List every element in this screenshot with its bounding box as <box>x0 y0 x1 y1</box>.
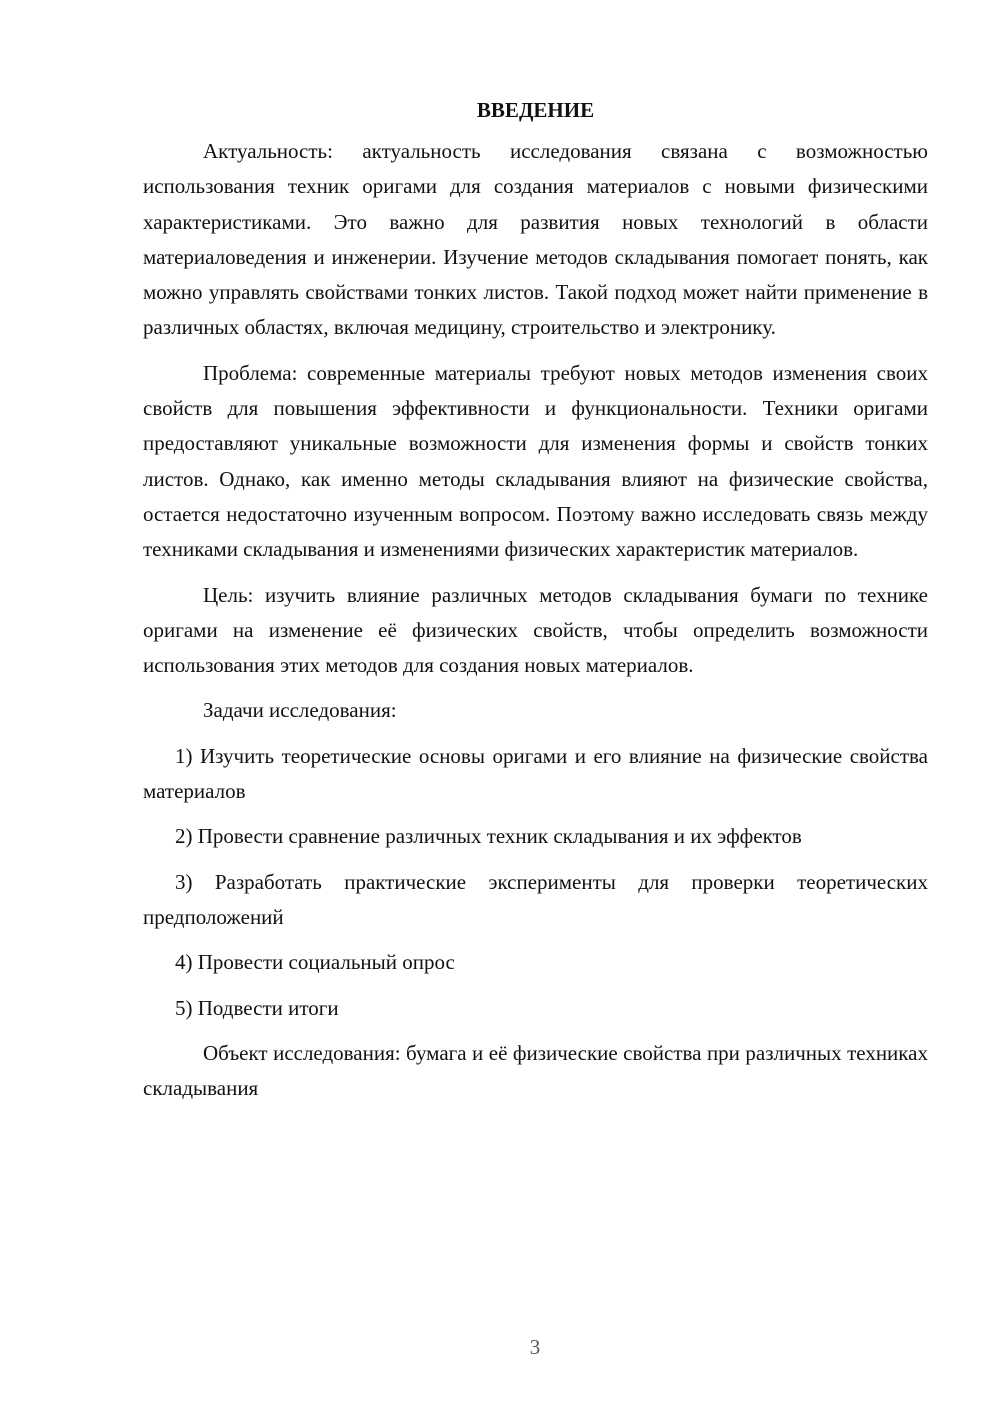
goal-paragraph: Цель: изучить влияние различных методов складывания бумаги по технике оригами на изменение её физических свойств, чтобы определить возможности использования этих методов для создания новых материалов. <box>143 582 928 678</box>
problem-paragraph: Проблема: современные материалы требуют новых методов изменения своих свойств для повышения эффективности и функциональности. Техники оригами предоставляют уникальные возможности для изменения формы и свойств тонких листов. Однако, как именно методы складывания влияют на физические свойства, остается недостаточно изученным вопросом. Поэтому важно исследовать связь между техниками складывания и изменениями физических характеристик материалов. <box>143 360 928 562</box>
task-item: 1) Изучить теоретические основы оригами и его влияние на физические свойства материалов <box>143 743 928 804</box>
relevance-paragraph: Актуальность: актуальность исследования связана с возможностью использования техник оригами для создания материалов с новыми физическими характеристиками. Это важно для развития новых технологий в области материаловедения и инженерии. Изучение методов складывания помогает понять, как можно управлять свойствами тонких листов. Такой подход может найти применение в различных областях, включая медицину, строительство и электронику. <box>143 139 928 340</box>
page-number: 3 <box>529 1335 541 1359</box>
task-item: 4) Провести социальный опрос <box>175 950 455 975</box>
tasks-list <box>143 739 928 1026</box>
research-object-paragraph: Объект исследования: бумага и её физические свойства при различных техниках складывания <box>143 1040 928 1101</box>
task-item: 2) Провести сравнение различных техник складывания и их эффектов <box>175 824 802 849</box>
document-body <box>143 95 928 1116</box>
tasks-heading: Задачи исследования: <box>203 698 397 723</box>
section-title: ВВЕДЕНИЕ <box>476 98 595 122</box>
task-item: 3) Разработать практические эксперименты для проверки теоретических предположений <box>143 869 928 929</box>
task-item: 5) Подвести итоги <box>175 995 339 1020</box>
